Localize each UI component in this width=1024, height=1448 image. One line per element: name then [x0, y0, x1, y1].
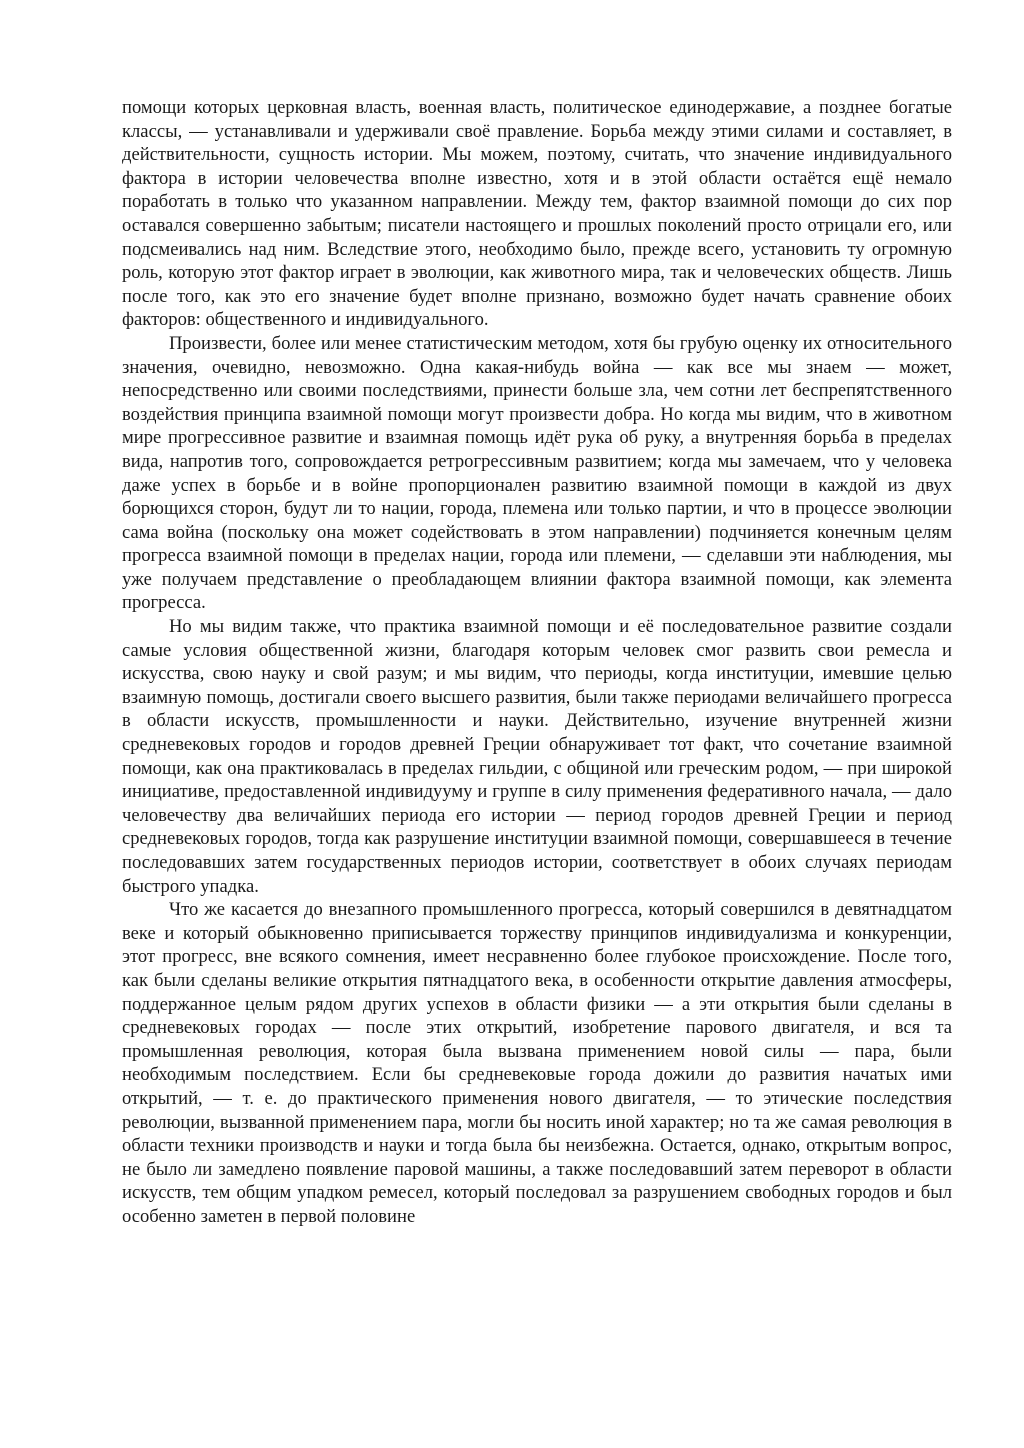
document-page: [122, 96, 952, 1229]
paragraph-4: Что же касается до внезапного промышленного прогресса, который совершился в девятнадцатом веке и который обыкновенно приписывается торжеству принципов индивидуализма и конкуренции, этот прогресс, вне всякого сомнения, имеет несравненно более глубокое происхождение. После того, как были сделаны великие открытия пятнадцатого века, в особенности открытие давления атмосферы, поддержанное целым рядом других успехов в области физики — а эти открытия были сделаны в средневековых городах — после этих открытий, изобретение парового двигателя, и вся та промышленная революция, которая была вызвана применением новой силы — пара, были необходимым последствием. Если бы средневековые города дожили до развития начатых ими открытий, — т. е. до практического применения нового двигателя, — то этические последствия революции, вызванной применением пара, могли бы носить иной характер; но та же самая революция в области техники производств и науки и тогда была бы неизбежна. Остается, однако, открытым вопрос, не было ли замедлено появление паровой машины, а также последовавший затем переворот в области искусств, тем общим упадком ремесел, который последовал за разрушением свободных городов и был особенно заметен в первой половине: [122, 899, 952, 1227]
paragraph-3: Но мы видим также, что практика взаимной помощи и её последовательное развитие создали самые условия общественной жизни, благодаря которым человек смог развить свои ремесла и искусства, свою науку и свой разум; и мы видим, что периоды, когда институции, имевшие целью взаимную помощь, достигали своего высшего развития, были также периодами величайшего прогресса в области искусств, промышленности и науки. Действительно, изучение внутренней жизни средневековых городов и городов древней Греции обнаруживает тот факт, что сочетание взаимной помощи, как она практиковалась в пределах гильдии, с общиной или греческим родом, — при широкой инициативе, предоставленной индивидууму и группе в силу применения федеративного начала, — дало человечеству два величайших периода его истории — период городов древней Греции и период средневековых городов, тогда как разрушение институции взаимной помощи, совершавшееся в течение последовавших затем государственных периодов истории, соответствует в обоих случаях периодам быстрого упадка.: [122, 616, 952, 897]
paragraph-1: помощи которых церковная власть, военная власть, политическое единодержавие, а позднее богатые классы, — устанавливали и удерживали своё правление. Борьба между этими силами и составляет, в действительности, сущность истории. Мы можем, поэтому, считать, что значение индивидуального фактора в истории человечества вполне известно, хотя и в этой области остаётся ещё немало поработать в только что указанном направлении. Между тем, фактор взаимной помощи до сих пор оставался совершенно забытым; писатели настоящего и прошлых поколений просто отрицали его, или подсмеивались над ним. Вследствие этого, необходимо было, прежде всего, установить ту огромную роль, которую этот фактор играет в эволюции, как животного мира, так и человеческих обществ. Лишь после того, как это его значение будет вполне признано, возможно будет начать сравнение обоих факторов: общественного и индивидуального.: [122, 97, 952, 331]
paragraph-2: Произвести, более или менее статистическим методом, хотя бы грубую оценку их относительного значения, очевидно, невозможно. Одна какая-нибудь война — как все мы знаем — может, непосредственно или своими последствиями, принести больше зла, чем сотни лет беспрепятственного воздействия принципа взаимной помощи могут произвести добра. Но когда мы видим, что в животном мире прогрессивное развитие и взаимная помощь идёт рука об руку, а внутренняя борьба в пределах вида, напротив того, сопровождается ретрогрессивным развитием; когда мы замечаем, что у человека даже успех в борьбе и в войне пропорционален развитию взаимной помощи в каждой из двух борющихся сторон, будут ли то нации, города, племена или только партии, и что в процессе эволюции сама война (поскольку она может содействовать в этом направлении) подчиняется конечным целям прогресса взаимной помощи в пределах нации, города или племени, — сделавши эти наблюдения, мы уже получаем представление о преобладающем влиянии фактора взаимной помощи, как элемента прогресса.: [122, 332, 952, 614]
